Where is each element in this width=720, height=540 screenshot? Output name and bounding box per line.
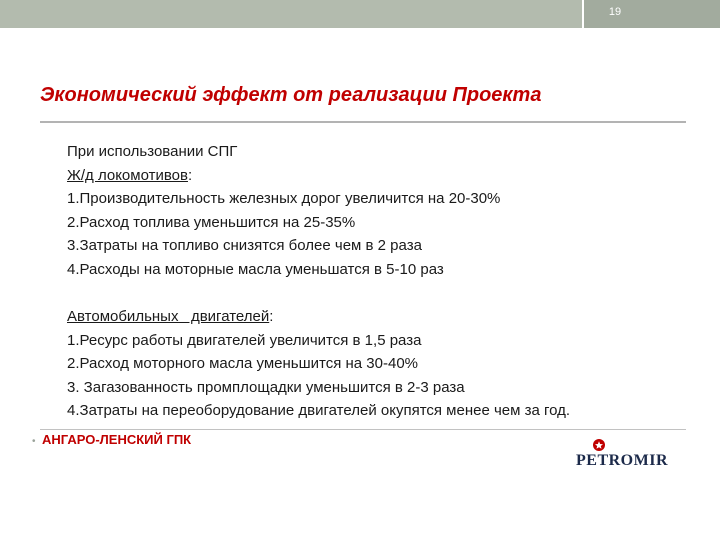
top-bar-separator	[582, 0, 584, 28]
section2-heading: Автомобильных двигателей	[67, 308, 270, 325]
list-item: 3.Затраты на топливо снизятся более чем в 2 раза	[67, 237, 422, 254]
top-bar	[0, 0, 720, 28]
section-spacer	[67, 281, 697, 305]
content-body	[67, 140, 697, 423]
slide-number: 19	[608, 6, 622, 18]
star-icon	[593, 439, 605, 451]
footer-bullet: •	[32, 436, 36, 447]
section1-heading-line: Ж/д локомотивов:	[67, 166, 193, 184]
footer-company-name: АНГАРО-ЛЕНСКИЙ ГПК	[42, 432, 192, 447]
list-item: 4.Затраты на переоборудование двигателей окупятся менее чем за год.	[67, 402, 571, 419]
title-divider	[40, 121, 686, 123]
list-item: 2.Расход топлива уменьшится на 25-35%	[67, 213, 356, 231]
list-item: 2.Расход моторного масла уменьшится на 30-40%	[67, 355, 419, 372]
logo-wordmark: PETROMIR	[576, 452, 668, 469]
section2-heading-line: Автомобильных двигателей:	[67, 308, 274, 325]
list-item: 4.Расходы на моторные масла уменьшатся в 5-10 раз	[67, 260, 444, 278]
petromir-logo	[566, 437, 678, 469]
list-item: 1.Ресурс работы двигателей увеличится в 1,5 раза	[67, 331, 422, 349]
list-item: 1.Производительность железных дорог увеличится на 20-30%	[67, 190, 501, 207]
slide-title: Экономический эффект от реализации Проекта	[40, 84, 542, 106]
intro-line: При использовании СПГ	[67, 143, 238, 160]
section1-heading: Ж/д локомотивов	[67, 166, 188, 184]
list-item: 3. Загазованность промплощадки уменьшится в 2-3 раза	[67, 378, 465, 396]
footer-divider	[40, 429, 686, 430]
top-bar-left-panel	[0, 0, 582, 28]
